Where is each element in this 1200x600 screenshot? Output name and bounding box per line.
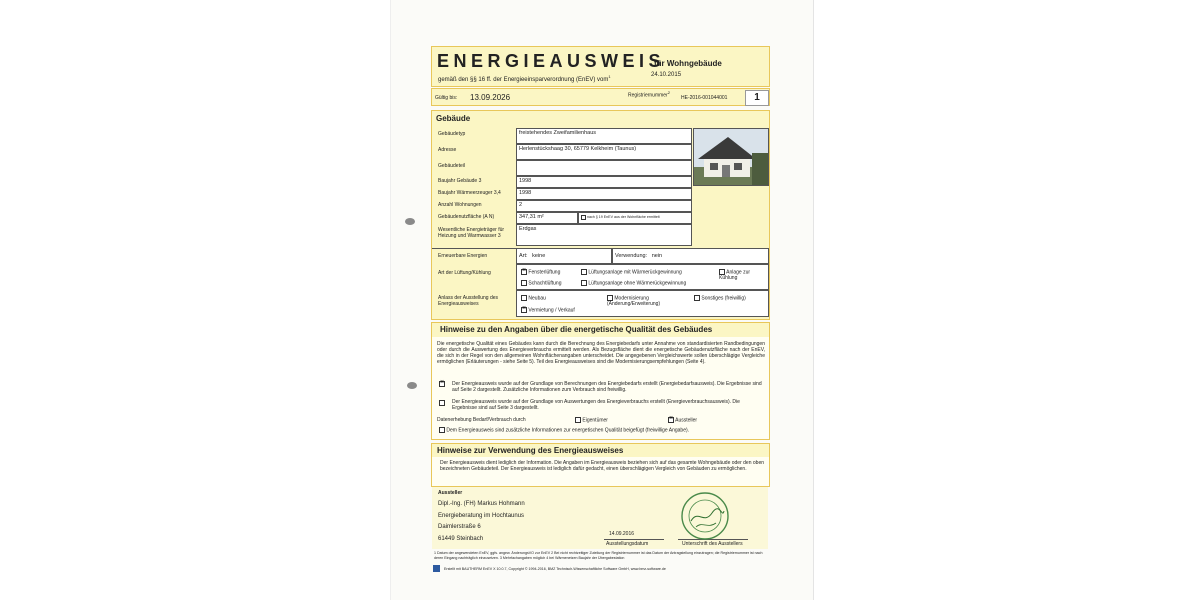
aussteller-section (432, 487, 768, 549)
option-aussteller[interactable]: × Aussteller (668, 417, 697, 423)
nutzflaeche-checkbox[interactable] (581, 215, 586, 220)
option-neubau[interactable]: Neubau (521, 295, 546, 301)
house-image (694, 129, 768, 185)
row-label-baujahr-waermeerzeuger: Baujahr Wärmeerzeuger 3,4 (438, 190, 501, 196)
hinweise-qualitaet-text: Die energetische Qualität eines Gebäudes kann durch die Berechnung des Energiebedarfs unter Annahme von standardisierten Randbedingungen oder durch die Auswertung des Energieverbrauchs ermittelt werden. Als Bezugsfläche dient die energetische Gebäudenutzfläche nach der EnEV, die sich in der Regel von den allgemeinen Wohnflächenangaben unterscheidet. Die angegebenen Vergleichswerte sollen überschlägige Vergleiche ermöglichen (Erläuterungen - siehe Seite 5). Teil des Energieausweises sind die Modernisierungsempfehlungen (Seite 4). (437, 341, 765, 365)
erneuerbare-label: Erneuerbare Energien (438, 253, 488, 259)
value-anzahl-wohnungen: 2 (516, 200, 692, 212)
page-number: 1 (745, 90, 769, 106)
row-label-energietraeger: Wesentliche Energieträger für Heizung und Warmwasser 3 (438, 227, 505, 239)
document-title: ENERGIEAUSWEIS (437, 51, 666, 71)
enev-date: 24.10.2015 (651, 72, 682, 78)
option-vermietung-verkauf[interactable]: × Vermietung / Verkauf (521, 307, 575, 313)
aussteller-address (438, 499, 525, 545)
option-sonstiges[interactable]: Sonstiges (freiwillig) (694, 295, 746, 301)
official-stamp (674, 491, 736, 541)
software-note: Erstellt mit BAUTHERM EnEV X 10.0.7, Copyright © 1994-2016, BMZ Technisch-Wissenschaftliche Software GmbH, www.bmz-software.de (444, 567, 666, 571)
gueltig-label: Gültig bis: (435, 95, 458, 101)
gueltig-value: 13.09.2026 (470, 93, 511, 102)
aussteller-street: Daimlerstraße 6 (438, 524, 481, 530)
hinweise-qualitaet-heading: Hinweise zu den Angaben über die energetische Qualität des Gebäudes (432, 323, 769, 337)
document-title-suffix: für Wohngebäude (654, 59, 722, 68)
validity-box (431, 88, 770, 106)
gebaeude-heading: Gebäude (436, 114, 471, 123)
anlass-options (516, 290, 769, 317)
energieausweis-document (431, 46, 770, 574)
hinweise-qualitaet-section (431, 322, 770, 440)
option-kuehlung[interactable]: Anlage zur Kühlung (719, 269, 751, 282)
value-baujahr-waermeerzeuger: 1998 (516, 188, 692, 200)
option-modernisierung[interactable]: Modernisierung (Änderung/Erweiterung) (607, 295, 661, 308)
option-schachtlueftung[interactable]: Schachtlüftung (521, 280, 561, 286)
punch-hole (405, 218, 415, 225)
value-baujahr-gebaeude: 1998 (516, 176, 692, 188)
value-energietraeger: Erdgas (516, 224, 692, 246)
aussteller-label: Aussteller (438, 490, 463, 496)
ausstellungsdatum-label: Ausstellungsdatum (606, 541, 649, 547)
hinweise-verwendung-section (431, 443, 770, 487)
row-label-baujahr-gebaeude: Baujahr Gebäude 3 (438, 178, 482, 184)
enev-reference: gemäß den §§ 16 ff. der Energieeinsparverordnung (EnEV) vom$^1$ (438, 74, 611, 83)
erneuerbare-verwendung: Verwendung: nein (612, 248, 769, 264)
value-adresse: Herlenstückshaag 30, 65779 Kelkheim (Taunus) (516, 144, 692, 160)
building-photo (693, 128, 769, 186)
row-label-anzahl-wohnungen: Anzahl Wohnungen (438, 202, 482, 208)
row-label-gebaeudetyp: Gebäudetyp (438, 131, 466, 137)
unterschrift-label: Unterschrift des Ausstellers (682, 541, 743, 547)
gebaeude-section (431, 110, 770, 320)
option-verbrauchsausweis-checkbox[interactable] (439, 400, 445, 406)
value-gebaeudeteil (516, 160, 692, 176)
ausstellungsdatum: 14.09.2016 (609, 531, 635, 537)
option-zusatzinfo[interactable]: Dem Energieausweis sind zusätzliche Informationen zur energetischen Qualität beigefügt (freiwillige Angabe). (439, 427, 689, 433)
lueftung-options (516, 264, 769, 290)
aussteller-city: 61449 Steinbach (438, 535, 484, 542)
aussteller-company: Energieberatung im Hochtaunus (438, 512, 525, 519)
software-logo-icon (433, 565, 440, 572)
row-label-adresse: Adresse (438, 147, 457, 153)
anlass-label: Anlass der Ausstellung des Energieausweises (438, 295, 499, 307)
reg-label: Registriernummer$^2$ (628, 90, 670, 99)
value-nutzflaeche: 347,31 m² (516, 212, 578, 224)
footnotes: 1 Datum der angewendeten EnEV, ggfs. angew. ÄnderungsVO zur EnEV 2 Bei nicht rechtzeitiger Zuteilung der Registriernummer ist das Datum der Antragstellung einzutragen; die Registriernummer ist nach deren Eingang nachträglich einzusetzen. 3 Mehrfachangaben möglich 4 bei Wärmenetzen Baujahr der Übergabestation (434, 551, 763, 560)
option-fensterlueftung[interactable]: × Fensterlüftung (521, 269, 560, 275)
datenerhebung-label: Datenerhebung Bedarf/Verbrauch durch (437, 417, 526, 423)
header-box (431, 46, 770, 87)
reg-value: HE-2016-001044001 (681, 95, 728, 101)
option-verbrauchsausweis-text: Der Energieausweis wurde auf der Grundlage von Auswertungen des Energieverbrauchs erstellt (Energieverbrauchsausweis). Die Ergebnisse sind auf Seite 3 dargestellt. (452, 399, 740, 411)
erneuerbare-art: Art: keine (516, 248, 612, 264)
aussteller-name: Dipl.-Ing. (FH) Markus Hohmann (438, 501, 525, 507)
lueftung-label: Art der Lüftung/Kühlung (438, 270, 491, 276)
hinweise-verwendung-heading: Hinweise zur Verwendung des Energieausweises (432, 444, 769, 457)
value-gebaeudetyp: freistehendes Zweifamilienhaus (516, 128, 692, 144)
option-bedarfsausweis-text: Der Energieausweis wurde auf der Grundlage von Berechnungen des Energiebedarfs erstellt (Energiebedarfsausweis). Die Ergebnisse sind auf Seite 2 dargestellt. Zusätzliche Informationen zum Verbrauch sind freiwillig. (452, 381, 762, 393)
nutzflaeche-note: nach § 19 EnEV aus der Wohnfläche ermittelt (578, 212, 692, 224)
hinweise-verwendung-text: Der Energieausweis dient lediglich der Information. Die Angaben im Energieausweis beziehen sich auf das gesamte Wohngebäude oder den oben bezeichneten Gebäudeteil. Der Energieausweis ist lediglich dafür gedacht, einen überschlägigen Vergleich von Gebäuden zu ermöglichen. (440, 460, 765, 472)
option-lueftung-ohne-wrg[interactable]: Lüftungsanlage ohne Wärmerückgewinnung (581, 280, 686, 286)
option-eigentuemer[interactable]: Eigentümer (575, 417, 608, 423)
punch-hole (407, 382, 417, 389)
row-label-gebaeudeteil: Gebäudeteil (438, 163, 465, 169)
option-lueftung-mit-wrg[interactable]: Lüftungsanlage mit Wärmerückgewinnung (581, 269, 682, 275)
row-label-nutzflaeche: Gebäudenutzfläche (A N) (438, 214, 495, 220)
option-bedarfsausweis-checkbox[interactable] (439, 381, 445, 387)
